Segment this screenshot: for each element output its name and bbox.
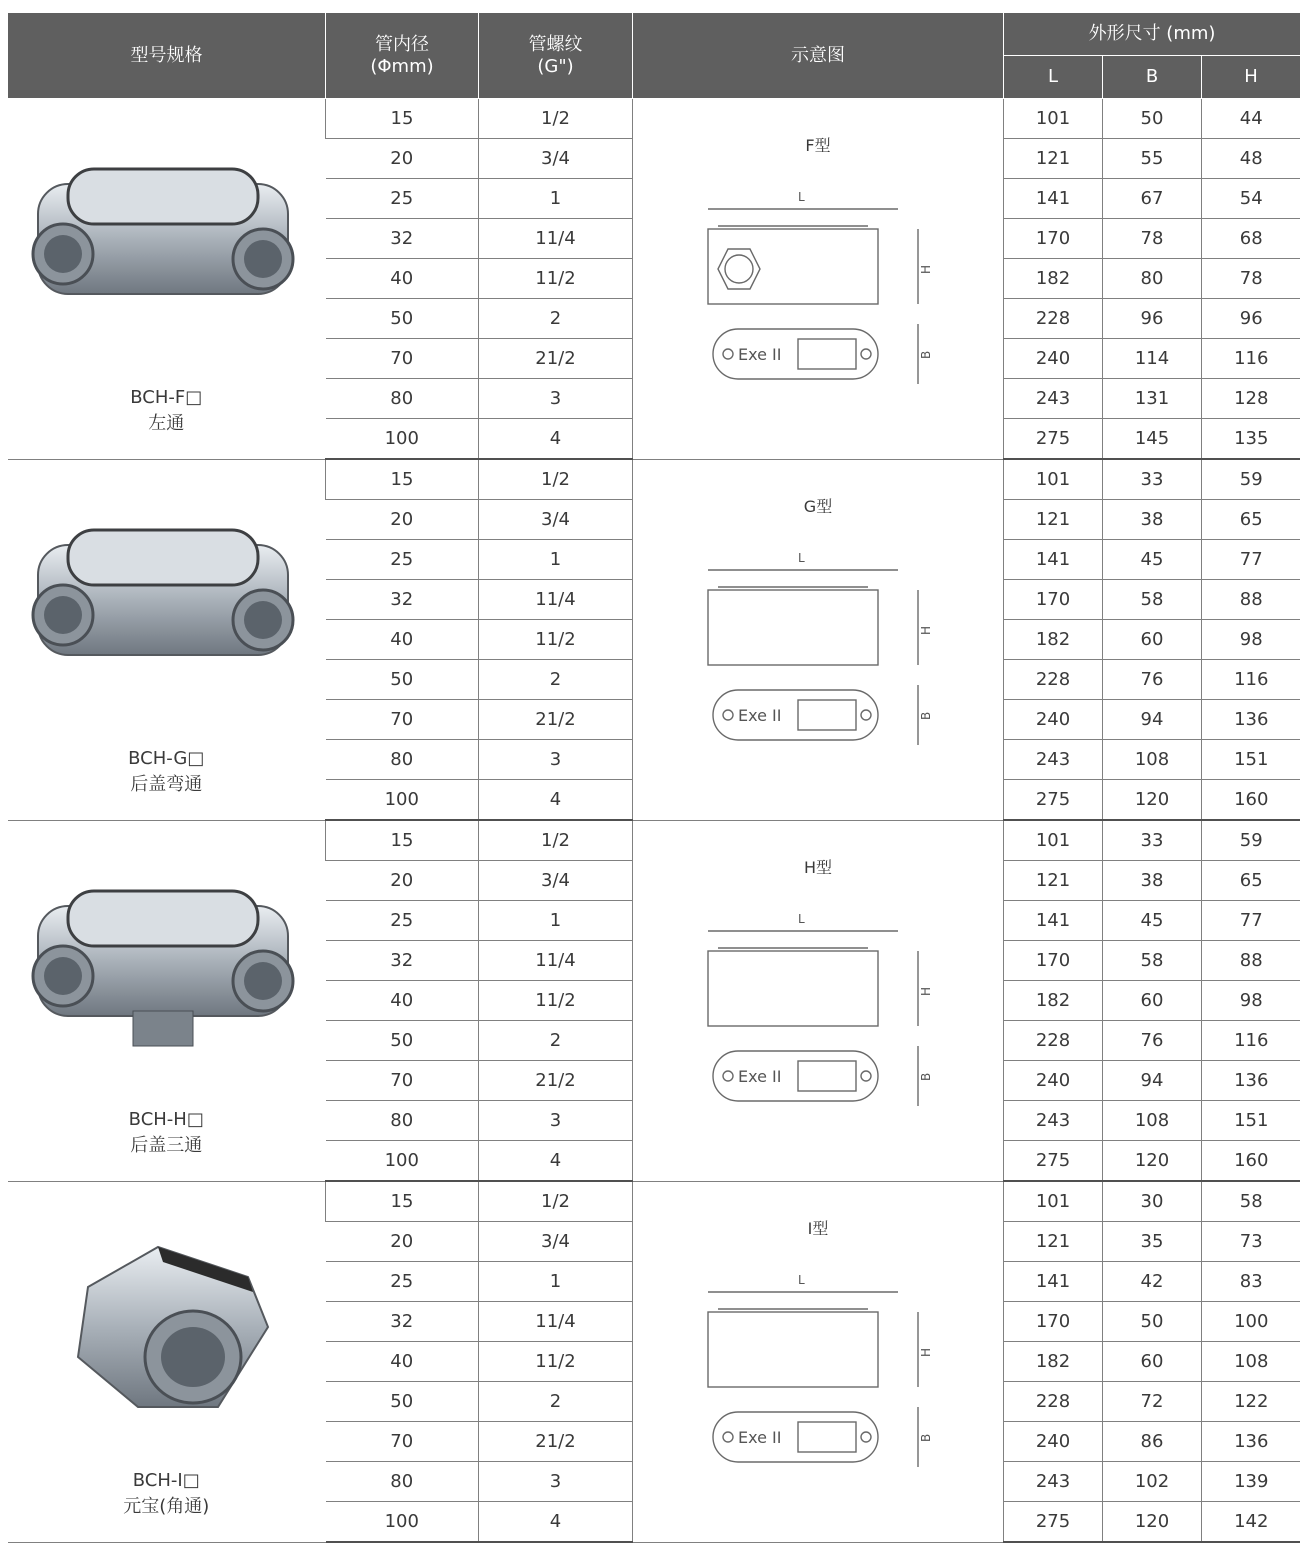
cell-inner-diameter: 15	[326, 1181, 479, 1222]
cell-dim-h: 78	[1202, 259, 1300, 299]
table-row	[8, 820, 1300, 861]
diagram-title: I型	[807, 1218, 829, 1238]
cell-dim-l: 141	[1004, 540, 1103, 580]
cell-dim-h: 65	[1202, 500, 1300, 540]
cell-dim-b: 67	[1103, 179, 1202, 219]
cell-dim-h: 100	[1202, 1302, 1300, 1342]
svg-text:B: B	[919, 1433, 933, 1442]
cell-dim-b: 86	[1103, 1422, 1202, 1462]
fitting-photo-icon	[18, 1207, 308, 1417]
cell-dim-l: 182	[1004, 259, 1103, 299]
cell-dim-b: 80	[1103, 259, 1202, 299]
cell-thread: 2	[479, 299, 633, 339]
cell-thread: 11/4	[479, 1302, 633, 1342]
cell-inner-diameter: 40	[326, 620, 479, 660]
cell-dim-h: 128	[1202, 379, 1300, 419]
cell-dim-l: 101	[1004, 1181, 1103, 1222]
header-inner-diameter-line1: 管内径	[375, 33, 429, 55]
cell-dim-h: 116	[1202, 339, 1300, 379]
cell-dim-l: 101	[1004, 820, 1103, 861]
cell-thread: 11/2	[479, 620, 633, 660]
cell-dim-b: 120	[1103, 780, 1202, 821]
table-row	[8, 99, 1300, 139]
cell-thread: 1/2	[479, 820, 633, 861]
cell-inner-diameter: 70	[326, 1061, 479, 1101]
cell-dim-h: 65	[1202, 861, 1300, 901]
cell-dim-b: 60	[1103, 620, 1202, 660]
cell-inner-diameter: 70	[326, 700, 479, 740]
cell-dim-l: 141	[1004, 901, 1103, 941]
model-name: 左通	[148, 412, 185, 434]
cell-inner-diameter: 40	[326, 259, 479, 299]
cell-dim-h: 83	[1202, 1262, 1300, 1302]
table-header	[8, 13, 1300, 99]
cell-dim-b: 60	[1103, 1342, 1202, 1382]
cell-dim-b: 94	[1103, 700, 1202, 740]
table-row	[8, 459, 1300, 500]
cell-dim-b: 35	[1103, 1222, 1202, 1262]
cell-dim-b: 102	[1103, 1462, 1202, 1502]
header-dimensions: 外形尺寸 (mm)	[1004, 13, 1300, 56]
model-name: 元宝(角通)	[123, 1495, 210, 1517]
cell-dim-l: 182	[1004, 981, 1103, 1021]
cell-inner-diameter: 20	[326, 500, 479, 540]
cell-dim-b: 38	[1103, 861, 1202, 901]
cell-thread: 1	[479, 179, 633, 219]
svg-text:H: H	[919, 986, 933, 996]
cell-thread: 3/4	[479, 500, 633, 540]
cell-dim-h: 44	[1202, 99, 1300, 139]
cell-dim-l: 121	[1004, 500, 1103, 540]
cell-dim-h: 48	[1202, 139, 1300, 179]
cell-inner-diameter: 20	[326, 861, 479, 901]
cell-dim-b: 45	[1103, 901, 1202, 941]
fitting-photo-icon	[18, 124, 308, 334]
cell-dim-h: 151	[1202, 740, 1300, 780]
cell-dim-b: 60	[1103, 981, 1202, 1021]
model-code: BCH-H□	[128, 1108, 204, 1130]
cell-dim-h: 77	[1202, 901, 1300, 941]
svg-text:H: H	[919, 625, 933, 635]
cell-dim-b: 38	[1103, 500, 1202, 540]
fitting-photo-icon	[18, 485, 308, 695]
cell-dim-l: 240	[1004, 700, 1103, 740]
cell-dim-h: 88	[1202, 941, 1300, 981]
cell-dim-h: 68	[1202, 219, 1300, 259]
table-body	[8, 99, 1300, 1543]
cell-thread: 1/2	[479, 459, 633, 500]
diagram-cell	[633, 459, 1004, 820]
model-code: BCH-F□	[130, 386, 203, 408]
cell-dim-b: 33	[1103, 459, 1202, 500]
cell-inner-diameter: 32	[326, 219, 479, 259]
cell-thread: 2	[479, 1382, 633, 1422]
cell-thread: 11/2	[479, 1342, 633, 1382]
header-dim-b: B	[1103, 56, 1202, 99]
header-diagram: 示意图	[633, 13, 1004, 99]
cell-dim-h: 151	[1202, 1101, 1300, 1141]
cell-thread: 1/2	[479, 99, 633, 139]
cell-dim-l: 228	[1004, 660, 1103, 700]
cell-thread: 2	[479, 660, 633, 700]
svg-text:L: L	[798, 1272, 805, 1287]
header-thread	[479, 13, 633, 99]
svg-text:L: L	[798, 550, 805, 565]
cell-dim-l: 141	[1004, 179, 1103, 219]
cell-dim-b: 120	[1103, 1141, 1202, 1182]
cell-dim-b: 94	[1103, 1061, 1202, 1101]
model-cell	[8, 99, 326, 460]
cell-thread: 11/4	[479, 580, 633, 620]
cell-thread: 3	[479, 740, 633, 780]
svg-text:L: L	[798, 911, 805, 926]
cell-thread: 1	[479, 1262, 633, 1302]
cell-inner-diameter: 100	[326, 1141, 479, 1182]
svg-text:Exe II: Exe II	[738, 1427, 782, 1447]
svg-text:B: B	[919, 711, 933, 720]
cell-inner-diameter: 70	[326, 339, 479, 379]
cell-inner-diameter: 40	[326, 981, 479, 1021]
cell-dim-h: 160	[1202, 780, 1300, 821]
cell-dim-h: 98	[1202, 981, 1300, 1021]
cell-dim-l: 240	[1004, 1422, 1103, 1462]
cell-thread: 1	[479, 540, 633, 580]
cell-thread: 2	[479, 1021, 633, 1061]
cell-thread: 11/2	[479, 981, 633, 1021]
cell-dim-l: 228	[1004, 299, 1103, 339]
cell-dim-b: 145	[1103, 419, 1202, 460]
diagram-cell	[633, 99, 1004, 460]
cell-inner-diameter: 80	[326, 1462, 479, 1502]
cell-dim-b: 50	[1103, 99, 1202, 139]
svg-text:Exe II: Exe II	[738, 1066, 782, 1086]
cell-dim-b: 76	[1103, 1021, 1202, 1061]
cell-inner-diameter: 80	[326, 1101, 479, 1141]
cell-dim-l: 141	[1004, 1262, 1103, 1302]
cell-inner-diameter: 32	[326, 1302, 479, 1342]
cell-dim-h: 122	[1202, 1382, 1300, 1422]
cell-inner-diameter: 20	[326, 1222, 479, 1262]
model-name: 后盖三通	[130, 1134, 203, 1156]
cell-dim-l: 228	[1004, 1382, 1103, 1422]
cell-inner-diameter: 20	[326, 139, 479, 179]
cell-dim-b: 78	[1103, 219, 1202, 259]
cell-inner-diameter: 25	[326, 901, 479, 941]
cell-dim-b: 131	[1103, 379, 1202, 419]
cell-thread: 4	[479, 780, 633, 821]
cell-thread: 11/4	[479, 219, 633, 259]
cell-inner-diameter: 32	[326, 941, 479, 981]
cell-dim-b: 33	[1103, 820, 1202, 861]
fitting-photo-icon	[18, 846, 308, 1056]
cell-inner-diameter: 100	[326, 780, 479, 821]
cell-dim-l: 121	[1004, 139, 1103, 179]
cell-dim-b: 108	[1103, 740, 1202, 780]
cell-inner-diameter: 50	[326, 1382, 479, 1422]
cell-dim-l: 228	[1004, 1021, 1103, 1061]
cell-dim-h: 139	[1202, 1462, 1300, 1502]
cell-thread: 21/2	[479, 339, 633, 379]
cell-dim-l: 243	[1004, 740, 1103, 780]
model-cell	[8, 459, 326, 820]
cell-dim-l: 243	[1004, 1101, 1103, 1141]
cell-inner-diameter: 50	[326, 660, 479, 700]
cell-dim-b: 42	[1103, 1262, 1202, 1302]
diagram-cell	[633, 1181, 1004, 1542]
cell-dim-l: 275	[1004, 780, 1103, 821]
dimension-diagram-icon	[688, 901, 948, 1131]
cell-thread: 11/4	[479, 941, 633, 981]
cell-dim-h: 116	[1202, 660, 1300, 700]
spec-table	[7, 12, 1300, 1543]
cell-inner-diameter: 100	[326, 1502, 479, 1543]
cell-inner-diameter: 80	[326, 379, 479, 419]
cell-dim-l: 182	[1004, 620, 1103, 660]
cell-thread: 3	[479, 1101, 633, 1141]
cell-dim-l: 240	[1004, 339, 1103, 379]
cell-thread: 3/4	[479, 861, 633, 901]
cell-inner-diameter: 25	[326, 540, 479, 580]
cell-dim-l: 121	[1004, 861, 1103, 901]
cell-inner-diameter: 100	[326, 419, 479, 460]
cell-inner-diameter: 25	[326, 179, 479, 219]
cell-dim-l: 275	[1004, 1502, 1103, 1543]
cell-dim-h: 160	[1202, 1141, 1300, 1182]
cell-dim-l: 101	[1004, 99, 1103, 139]
cell-dim-b: 96	[1103, 299, 1202, 339]
svg-text:H: H	[919, 1347, 933, 1357]
cell-dim-h: 116	[1202, 1021, 1300, 1061]
cell-dim-l: 170	[1004, 941, 1103, 981]
model-cell	[8, 820, 326, 1181]
cell-inner-diameter: 32	[326, 580, 479, 620]
cell-dim-h: 59	[1202, 459, 1300, 500]
cell-inner-diameter: 15	[326, 459, 479, 500]
cell-dim-l: 240	[1004, 1061, 1103, 1101]
cell-thread: 11/2	[479, 259, 633, 299]
cell-dim-h: 142	[1202, 1502, 1300, 1543]
cell-inner-diameter: 50	[326, 1021, 479, 1061]
header-model: 型号规格	[8, 13, 326, 99]
cell-dim-h: 136	[1202, 1422, 1300, 1462]
cell-dim-l: 170	[1004, 1302, 1103, 1342]
svg-text:L: L	[798, 190, 805, 204]
cell-inner-diameter: 70	[326, 1422, 479, 1462]
cell-dim-l: 243	[1004, 1462, 1103, 1502]
cell-dim-h: 73	[1202, 1222, 1300, 1262]
cell-thread: 21/2	[479, 1061, 633, 1101]
header-inner-diameter-line2: (Φmm)	[370, 55, 434, 77]
cell-dim-b: 108	[1103, 1101, 1202, 1141]
cell-thread: 3/4	[479, 139, 633, 179]
cell-dim-b: 76	[1103, 660, 1202, 700]
header-dim-l: L	[1004, 56, 1103, 99]
cell-dim-h: 88	[1202, 580, 1300, 620]
dimension-diagram-icon	[688, 179, 948, 409]
cell-dim-b: 55	[1103, 139, 1202, 179]
cell-thread: 1/2	[479, 1181, 633, 1222]
cell-inner-diameter: 40	[326, 1342, 479, 1382]
cell-dim-b: 30	[1103, 1181, 1202, 1222]
cell-dim-h: 59	[1202, 820, 1300, 861]
cell-dim-l: 243	[1004, 379, 1103, 419]
svg-text:B: B	[919, 1072, 933, 1081]
cell-dim-b: 58	[1103, 580, 1202, 620]
header-inner-diameter	[326, 13, 479, 99]
svg-text:Exe II: Exe II	[738, 345, 782, 364]
cell-dim-l: 182	[1004, 1342, 1103, 1382]
cell-thread: 3	[479, 379, 633, 419]
dimension-diagram-icon	[688, 1262, 948, 1492]
model-cell	[8, 1181, 326, 1542]
cell-dim-b: 120	[1103, 1502, 1202, 1543]
model-code: BCH-G□	[128, 747, 205, 769]
cell-dim-b: 114	[1103, 339, 1202, 379]
cell-thread: 4	[479, 1502, 633, 1543]
cell-inner-diameter: 50	[326, 299, 479, 339]
cell-thread: 1	[479, 901, 633, 941]
svg-text:B: B	[919, 350, 933, 359]
cell-thread: 21/2	[479, 700, 633, 740]
cell-inner-diameter: 15	[326, 99, 479, 139]
header-dim-h: H	[1202, 56, 1300, 99]
dimension-diagram-icon	[688, 540, 948, 770]
cell-dim-h: 77	[1202, 540, 1300, 580]
header-thread-line2: (G")	[537, 55, 574, 77]
cell-thread: 4	[479, 419, 633, 460]
model-name: 后盖弯通	[130, 773, 203, 795]
diagram-title: F型	[805, 136, 831, 155]
cell-dim-l: 170	[1004, 219, 1103, 259]
cell-thread: 21/2	[479, 1422, 633, 1462]
cell-dim-l: 275	[1004, 1141, 1103, 1182]
cell-dim-b: 50	[1103, 1302, 1202, 1342]
cell-dim-l: 101	[1004, 459, 1103, 500]
header-thread-line1: 管螺纹	[528, 33, 583, 55]
cell-thread: 3/4	[479, 1222, 633, 1262]
svg-text:Exe II: Exe II	[738, 705, 782, 725]
cell-dim-l: 170	[1004, 580, 1103, 620]
cell-dim-l: 121	[1004, 1222, 1103, 1262]
cell-dim-h: 136	[1202, 700, 1300, 740]
cell-dim-h: 135	[1202, 419, 1300, 460]
cell-dim-b: 58	[1103, 941, 1202, 981]
cell-dim-h: 136	[1202, 1061, 1300, 1101]
diagram-title: G型	[803, 496, 833, 516]
diagram-title: H型	[803, 857, 833, 877]
cell-dim-h: 54	[1202, 179, 1300, 219]
cell-dim-h: 96	[1202, 299, 1300, 339]
model-code: BCH-I□	[132, 1469, 200, 1491]
cell-dim-b: 72	[1103, 1382, 1202, 1422]
svg-text:H: H	[919, 264, 933, 274]
cell-dim-h: 58	[1202, 1181, 1300, 1222]
cell-dim-h: 108	[1202, 1342, 1300, 1382]
cell-inner-diameter: 80	[326, 740, 479, 780]
diagram-cell	[633, 820, 1004, 1181]
table-row	[8, 1181, 1300, 1222]
cell-thread: 4	[479, 1141, 633, 1182]
cell-thread: 3	[479, 1462, 633, 1502]
cell-dim-b: 45	[1103, 540, 1202, 580]
cell-dim-l: 275	[1004, 419, 1103, 460]
cell-dim-h: 98	[1202, 620, 1300, 660]
cell-inner-diameter: 25	[326, 1262, 479, 1302]
cell-inner-diameter: 15	[326, 820, 479, 861]
